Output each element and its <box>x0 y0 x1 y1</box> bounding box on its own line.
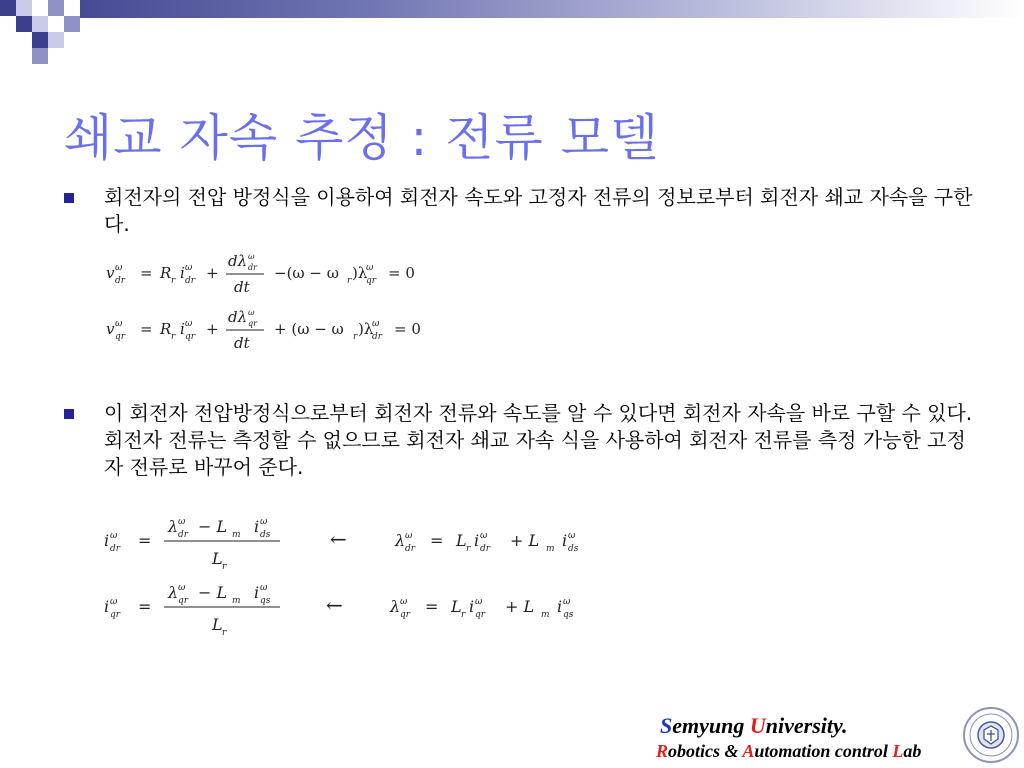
svg-text:dr: dr <box>110 544 121 554</box>
svg-text:R: R <box>160 320 172 338</box>
svg-text:i: i <box>254 583 260 602</box>
svg-text:qr: qr <box>475 610 486 620</box>
svg-text:=: = <box>425 597 439 616</box>
svg-text:=: = <box>140 264 153 282</box>
svg-text:ω: ω <box>563 597 571 607</box>
svg-text:ω: ω <box>405 531 413 541</box>
svg-text:r: r <box>461 610 466 620</box>
svg-text:R: R <box>160 264 172 282</box>
svg-text:ω: ω <box>178 583 186 593</box>
svg-text:= 0: = 0 <box>394 320 421 338</box>
svg-text:ω: ω <box>475 597 483 607</box>
svg-text:L: L <box>212 615 223 634</box>
svg-text:i: i <box>180 320 185 338</box>
svg-text:+: + <box>206 264 219 282</box>
svg-text:r: r <box>222 562 227 572</box>
svg-text:=: = <box>140 320 153 338</box>
university-seal-icon <box>962 706 1020 764</box>
footer-lab: Robotics & Automation control Lab <box>656 741 922 761</box>
svg-text:=: = <box>138 597 152 616</box>
svg-text:ω: ω <box>260 517 268 527</box>
svg-text:i: i <box>254 517 260 536</box>
left-arrow-icon: ← <box>326 593 343 617</box>
svg-text:dr: dr <box>178 530 189 540</box>
svg-text:qr: qr <box>178 596 189 606</box>
voltage-equation-d <box>106 252 415 296</box>
current-equation-q <box>104 583 574 638</box>
svg-text:m: m <box>546 544 555 554</box>
svg-text:λ: λ <box>395 531 406 550</box>
svg-text:qr: qr <box>400 610 411 620</box>
svg-text:L: L <box>456 531 467 550</box>
svg-text:dλ: dλ <box>228 252 248 270</box>
svg-text:)λ: )λ <box>358 320 374 338</box>
svg-text:ds: ds <box>568 544 579 554</box>
svg-text:qs: qs <box>260 596 271 606</box>
svg-text:v: v <box>106 320 115 338</box>
svg-text:r: r <box>171 332 176 342</box>
current-equations <box>100 508 620 642</box>
svg-text:m: m <box>232 596 241 606</box>
footer-university: Semyung University. <box>660 713 848 738</box>
svg-text:qr: qr <box>248 319 257 328</box>
svg-text:r: r <box>347 276 352 286</box>
svg-text:L: L <box>212 549 223 568</box>
svg-text:)λ: )λ <box>352 264 368 282</box>
svg-text:dt: dt <box>234 334 250 352</box>
svg-text:qr: qr <box>185 332 196 342</box>
svg-text:ω: ω <box>372 319 380 329</box>
bullet-marker <box>64 193 74 203</box>
svg-text:m: m <box>232 530 241 540</box>
svg-text:qs: qs <box>563 610 574 620</box>
svg-text:ω: ω <box>260 583 268 593</box>
bullet-text-1: 회전자의 전압 방정식을 이용하여 회전자 속도와 고정자 전류의 정보로부터 회전자 쇄교 자속을 구한다. <box>104 185 973 236</box>
svg-text:+ L: + L <box>505 597 535 616</box>
svg-text:r: r <box>171 276 176 286</box>
svg-text:dλ: dλ <box>228 308 248 326</box>
svg-text:ω: ω <box>110 531 118 541</box>
svg-text:−(ω − ω: −(ω − ω <box>274 264 339 282</box>
svg-text:ω: ω <box>185 263 193 273</box>
svg-text:+ (ω − ω: + (ω − ω <box>274 320 344 338</box>
svg-text:ω: ω <box>115 319 123 329</box>
svg-text:dr: dr <box>115 276 126 286</box>
svg-text:i: i <box>104 597 110 616</box>
svg-text:ω: ω <box>400 597 408 607</box>
svg-text:ds: ds <box>260 530 271 540</box>
voltage-equations <box>104 252 444 356</box>
svg-text:=: = <box>430 531 444 550</box>
svg-text:i: i <box>104 531 110 550</box>
bullet-marker <box>64 409 74 419</box>
svg-text:L: L <box>451 597 462 616</box>
svg-text:dr: dr <box>405 544 416 554</box>
svg-text:v: v <box>106 264 115 282</box>
voltage-equation-q <box>106 308 421 352</box>
svg-text:dr: dr <box>185 276 196 286</box>
svg-text:ω: ω <box>248 252 255 261</box>
svg-text:i: i <box>474 531 480 550</box>
bullet-text-2: 이 회전자 전압방정식으로부터 회전자 전류와 속도를 알 수 있다면 회전자 자속을 바로 구할 수 있다. 회전자 전류는 측정할 수 없으므로 회전자 쇄교 자속 식을 사용하여 회전자 전류를 측정 가능한 고정자 전류로 바꾸어 준다. <box>104 401 973 479</box>
svg-text:i: i <box>562 531 568 550</box>
svg-text:r: r <box>466 544 471 554</box>
svg-text:ω: ω <box>185 319 193 329</box>
svg-text:qr: qr <box>115 332 126 342</box>
svg-text:ω: ω <box>110 597 118 607</box>
svg-text:ω: ω <box>248 308 255 317</box>
svg-text:ω: ω <box>366 263 374 273</box>
svg-text:ω: ω <box>480 531 488 541</box>
svg-text:dt: dt <box>234 278 250 296</box>
svg-text:ω: ω <box>568 531 576 541</box>
svg-text:ω: ω <box>115 263 123 273</box>
svg-text:r: r <box>353 332 358 342</box>
svg-text:dr: dr <box>480 544 491 554</box>
svg-text:i: i <box>469 597 475 616</box>
svg-text:λ: λ <box>168 583 179 602</box>
left-arrow-icon: ← <box>330 527 347 551</box>
svg-text:ω: ω <box>178 517 186 527</box>
svg-text:m: m <box>541 610 550 620</box>
header-gradient-bar <box>0 0 1024 18</box>
svg-text:+: + <box>206 320 219 338</box>
slide-title: 쇄교 자속 추정 : 전류 모델 <box>64 109 660 167</box>
svg-text:+ L: + L <box>510 531 540 550</box>
svg-text:r: r <box>222 628 227 638</box>
svg-text:= 0: = 0 <box>388 264 415 282</box>
svg-text:dr: dr <box>248 263 257 272</box>
svg-text:dr: dr <box>372 332 383 342</box>
svg-text:qr: qr <box>110 610 121 620</box>
svg-text:− L: − L <box>198 517 228 536</box>
svg-text:qr: qr <box>366 276 377 286</box>
svg-text:=: = <box>138 531 152 550</box>
svg-text:λ: λ <box>168 517 179 536</box>
svg-text:i: i <box>180 264 185 282</box>
svg-text:− L: − L <box>198 583 228 602</box>
svg-text:i: i <box>557 597 563 616</box>
svg-text:λ: λ <box>390 597 401 616</box>
current-equation-d <box>104 517 579 572</box>
